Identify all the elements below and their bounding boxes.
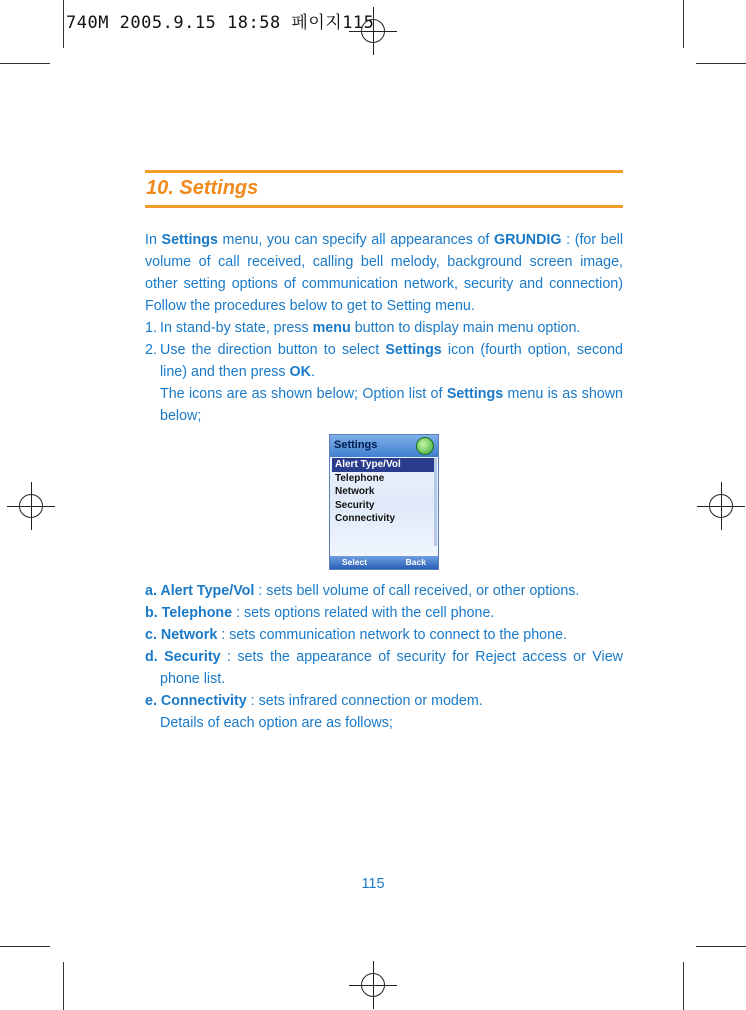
- phone-screen: [329, 434, 439, 570]
- registration-mark-bottom: [349, 961, 397, 1009]
- step-2-note: The icons are as shown below; Option list of Settings menu is as shown below;: [160, 386, 624, 424]
- crop-mark: [0, 946, 50, 947]
- page-content: [145, 229, 623, 734]
- crop-mark: [696, 946, 746, 947]
- option-connectivity: e. Connectivity : sets infrared connection or modem.: [145, 693, 483, 709]
- step-1: 1. In stand-by state, press menu button to display main menu option.: [145, 320, 581, 336]
- section-title-bar: [145, 170, 623, 208]
- phone-menu-item-connectivity[interactable]: Connectivity: [335, 513, 396, 524]
- phone-screen-title: Settings: [334, 439, 378, 451]
- step-2: 2. Use the direction button to select Settings icon (fourth option, second line) and then press OK.: [145, 342, 623, 380]
- option-security: d. Security : sets the appearance of security for Reject access or View phone list.: [145, 649, 623, 687]
- print-slug: 740M 2005.9.15 18:58 페이지115: [66, 13, 375, 33]
- page-number: 115: [361, 876, 385, 892]
- crop-mark: [683, 0, 684, 48]
- registration-mark-left: [7, 482, 55, 530]
- phone-header: [330, 435, 438, 457]
- crop-mark: [0, 63, 50, 64]
- crop-mark: [696, 63, 746, 64]
- options-list: [145, 580, 623, 734]
- softkey-back[interactable]: Back: [405, 557, 426, 567]
- registration-mark-right: [697, 482, 745, 530]
- phone-scrollbar: [434, 458, 437, 546]
- phone-menu-list: [330, 458, 438, 526]
- phone-menu-item-security[interactable]: Security: [335, 499, 375, 511]
- option-network: c. Network : sets communication network to connect to the phone.: [145, 627, 567, 643]
- crop-mark: [63, 962, 64, 1010]
- settings-globe-icon: [416, 437, 434, 455]
- crop-mark: [63, 0, 64, 48]
- section-title: 10. Settings: [146, 177, 259, 199]
- intro-paragraph: In Settings menu, you can specify all appearances of GRUNDIG : (for bell volume of call received, calling bell melody, background screen image, other setting options of communication network, security and connection) Follow the procedures below to get to Setting menu.: [145, 232, 623, 314]
- phone-menu-item-alert[interactable]: Alert Type/Vol: [332, 458, 436, 472]
- phone-menu-item-network[interactable]: Network: [335, 486, 375, 497]
- option-telephone: b. Telephone : sets options related with the cell phone.: [145, 605, 495, 621]
- option-alert-type: a. Alert Type/Vol : sets bell volume of call received, or other options.: [145, 583, 580, 599]
- phone-softkey-bar: [330, 556, 438, 569]
- crop-mark: [683, 962, 684, 1010]
- softkey-select[interactable]: Select: [342, 557, 368, 567]
- phone-menu-item-telephone[interactable]: Telephone: [335, 472, 385, 484]
- closing-text: Details of each option are as follows;: [160, 715, 393, 731]
